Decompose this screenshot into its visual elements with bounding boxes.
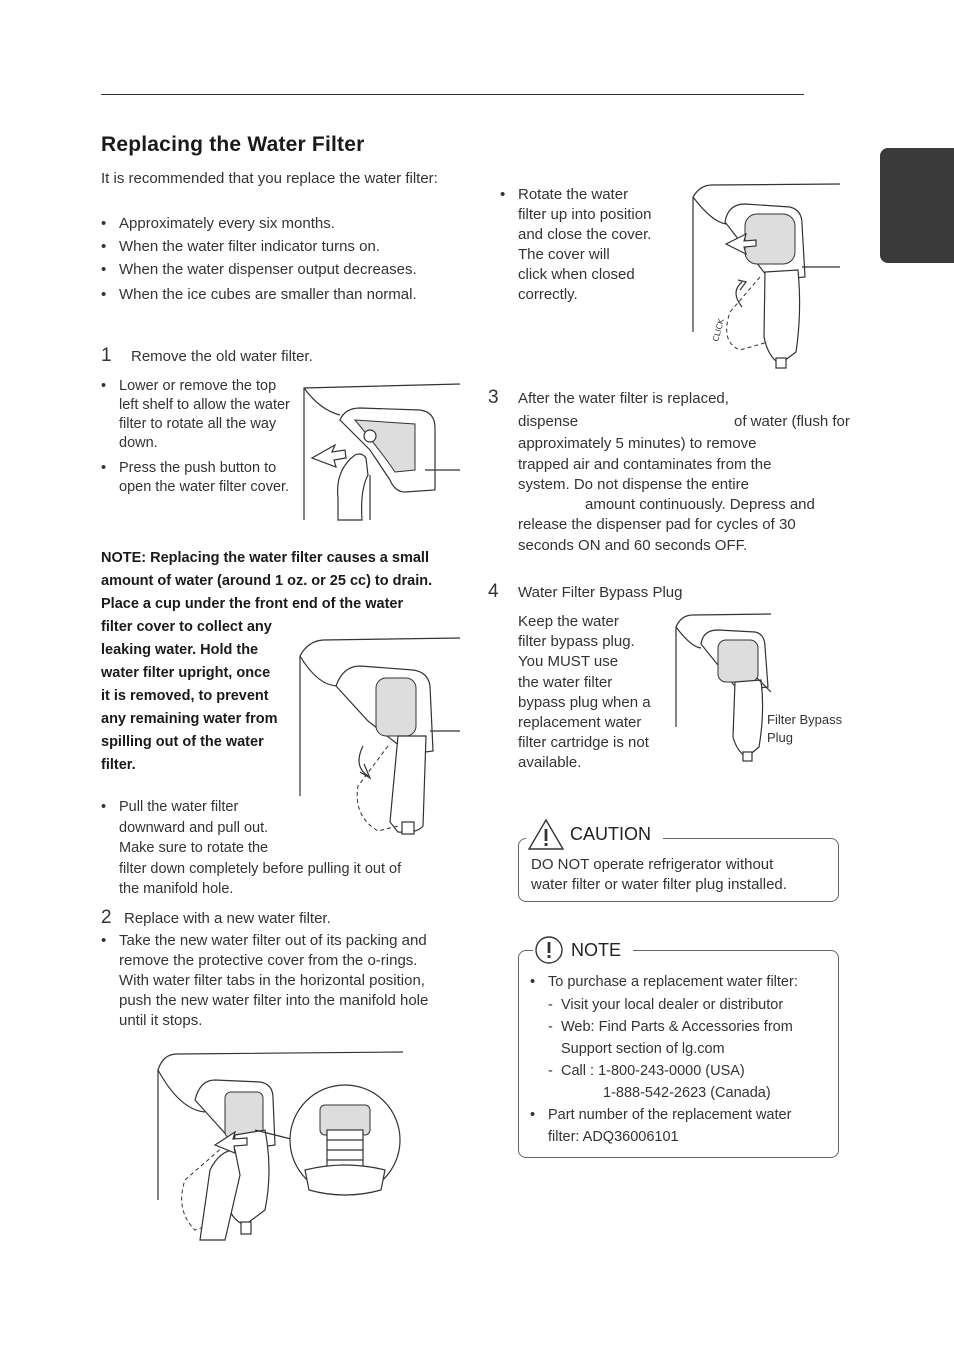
- rotate-line: correctly.: [518, 286, 578, 303]
- note-line: amount of water (around 1 oz. or 25 cc) to drain.: [101, 573, 433, 589]
- rotate-line: The cover will: [518, 246, 610, 263]
- note-line: filter cover to collect any: [101, 619, 272, 635]
- rotate-line: click when closed: [518, 266, 635, 283]
- rotate-line: and close the cover.: [518, 226, 652, 243]
- step1-heading: Remove the old water filter.: [131, 348, 313, 365]
- note-box-line: To purchase a replacement water filter:: [548, 974, 798, 990]
- list-item: • Lower or remove the top left shelf to allow the water filter to rotate all the way down.: [101, 377, 296, 453]
- step4-number: 4: [488, 581, 499, 602]
- step4-heading: Water Filter Bypass Plug: [518, 584, 683, 601]
- step3-line: release the dispenser pad for cycles of 30: [518, 516, 796, 534]
- step3-number: 3: [488, 387, 499, 408]
- note-line: spilling out of the water: [101, 734, 264, 750]
- note-box-line: 1-888-542-2623 (Canada): [603, 1084, 771, 1101]
- note-box: [518, 939, 839, 1158]
- step3-line: dispense: [518, 413, 579, 431]
- list-item: • Press the push button to open the water filter cover.: [101, 459, 296, 497]
- pull-instruction: • Pull the water filter downward and pull out. Make sure to rotate the filter down completely before pulling it out of the manifold hole.: [101, 797, 451, 900]
- caution-line: water filter or water filter plug installed.: [531, 876, 787, 893]
- note-box-line: Call : 1-800-243-0000 (USA): [561, 1063, 745, 1079]
- note-line: any remaining water from: [101, 711, 278, 727]
- step4-line: available.: [518, 754, 582, 772]
- note-line: it is removed, to prevent: [101, 688, 269, 704]
- warning-triangle-icon: [526, 817, 566, 851]
- pull-line: filter down completely before pulling it out of: [119, 860, 402, 877]
- note-box-line: Visit your local dealer or distributor: [561, 996, 784, 1013]
- caution-header: [526, 817, 663, 851]
- caution-box: [518, 823, 839, 902]
- step2-heading: Replace with a new water filter.: [124, 910, 331, 927]
- list-item: • When the water dispenser output decreases.: [101, 260, 446, 280]
- step2-bullet-list: [101, 931, 441, 1031]
- step4-line: bypass plug when a: [518, 693, 651, 711]
- note-box-line: Support section of lg.com: [561, 1040, 725, 1057]
- callout-line: Filter Bypass: [767, 712, 843, 727]
- open-cover-illustration: [300, 380, 460, 522]
- step3-text: [518, 389, 878, 556]
- caution-text: [531, 855, 787, 895]
- caution-label: CAUTION: [566, 824, 657, 845]
- intro-text: It is recommended that you replace the water filter:: [101, 170, 438, 187]
- note-box-line: Web: Find Parts & Accessories from: [561, 1019, 793, 1035]
- pull-line: Make sure to rotate the: [119, 840, 269, 856]
- step1-bullet-list: [101, 377, 296, 497]
- step4-text: [518, 612, 678, 774]
- note-line: Replacing the water filter causes a small: [146, 550, 429, 566]
- step2-number: 2: [101, 907, 112, 928]
- callout-line: Plug: [767, 730, 794, 745]
- step4-line: the water filter: [518, 673, 613, 691]
- pull-line: Pull the water filter: [119, 799, 239, 815]
- step4-line: replacement water: [518, 714, 642, 732]
- page-title: Replacing the Water Filter: [101, 133, 365, 156]
- rotate-filter-illustration: [690, 182, 840, 372]
- caution-line: DO NOT operate refrigerator without: [531, 856, 774, 873]
- pull-line: downward and pull out.: [119, 819, 269, 836]
- step3-line: system. Do not dispense the entire: [518, 475, 749, 493]
- install-filter-illustration: [155, 1050, 405, 1242]
- step4-line: filter bypass plug.: [518, 633, 635, 651]
- chapter-tab: [880, 148, 954, 263]
- list-item: • Take the new water filter out of its packing and remove the protective cover from the o-rings. With water filter tabs in the horizontal position, push the new water filter into the manifold hole until it stops.: [101, 931, 441, 1031]
- note-box-label: NOTE: [565, 940, 627, 961]
- rotate-line: filter up into position: [518, 206, 652, 223]
- rotate-line: Rotate the water: [518, 186, 629, 203]
- step3-line: approximately 5 minutes) to remove: [518, 435, 757, 453]
- bypass-plug-illustration: [673, 612, 773, 764]
- step4-line: Keep the water: [518, 613, 619, 630]
- intro-bullet-list: [101, 214, 446, 305]
- list-item: • When the ice cubes are smaller than normal.: [101, 285, 446, 305]
- note-box-line: Part number of the replacement water: [548, 1107, 792, 1123]
- step4-line: filter cartridge is not: [518, 734, 649, 752]
- step3-line: After the water filter is replaced,: [518, 390, 729, 407]
- note-line: filter.: [101, 757, 136, 773]
- svg-text:CLICK: CLICK: [711, 317, 726, 343]
- step3-line: amount continuously. Depress and: [585, 496, 815, 514]
- rotate-instruction: • Rotate the water filter up into position and close the cover. The cover will click when closed correctly.: [500, 185, 690, 305]
- note-line: water filter upright, once: [101, 665, 271, 681]
- step4-line: You MUST use: [518, 653, 619, 671]
- note-line: Place a cup under the front end of the water: [101, 596, 404, 612]
- list-item: • Approximately every six months.: [101, 214, 446, 234]
- step3-line: of water (flush for: [734, 413, 850, 431]
- info-exclamation-icon: [533, 934, 565, 966]
- list-item: • When the water filter indicator turns on.: [101, 237, 446, 257]
- note-box-content: • To purchase a replacement water filter: - Visit your local dealer or distributor - Web: Find Parts & Accessories from Support section of lg.com - Call : 1-800-243-0000 (USA) 1-888-542-2623 (Canada) • Part number of the replacement water filter: ADQ36006101: [530, 972, 830, 1148]
- note-box-header: [533, 934, 633, 966]
- note-label: NOTE:: [101, 550, 147, 566]
- pull-line: the manifold hole.: [119, 881, 234, 897]
- note-box-line: filter: ADQ36006101: [548, 1128, 679, 1145]
- step3-line: seconds ON and 60 seconds OFF.: [518, 536, 748, 554]
- bypass-plug-callout: [767, 711, 842, 747]
- step3-line: trapped air and contaminates from the: [518, 455, 772, 473]
- header-rule: [101, 94, 804, 95]
- note-line: leaking water. Hold the: [101, 642, 259, 658]
- step1-number: 1: [101, 345, 112, 366]
